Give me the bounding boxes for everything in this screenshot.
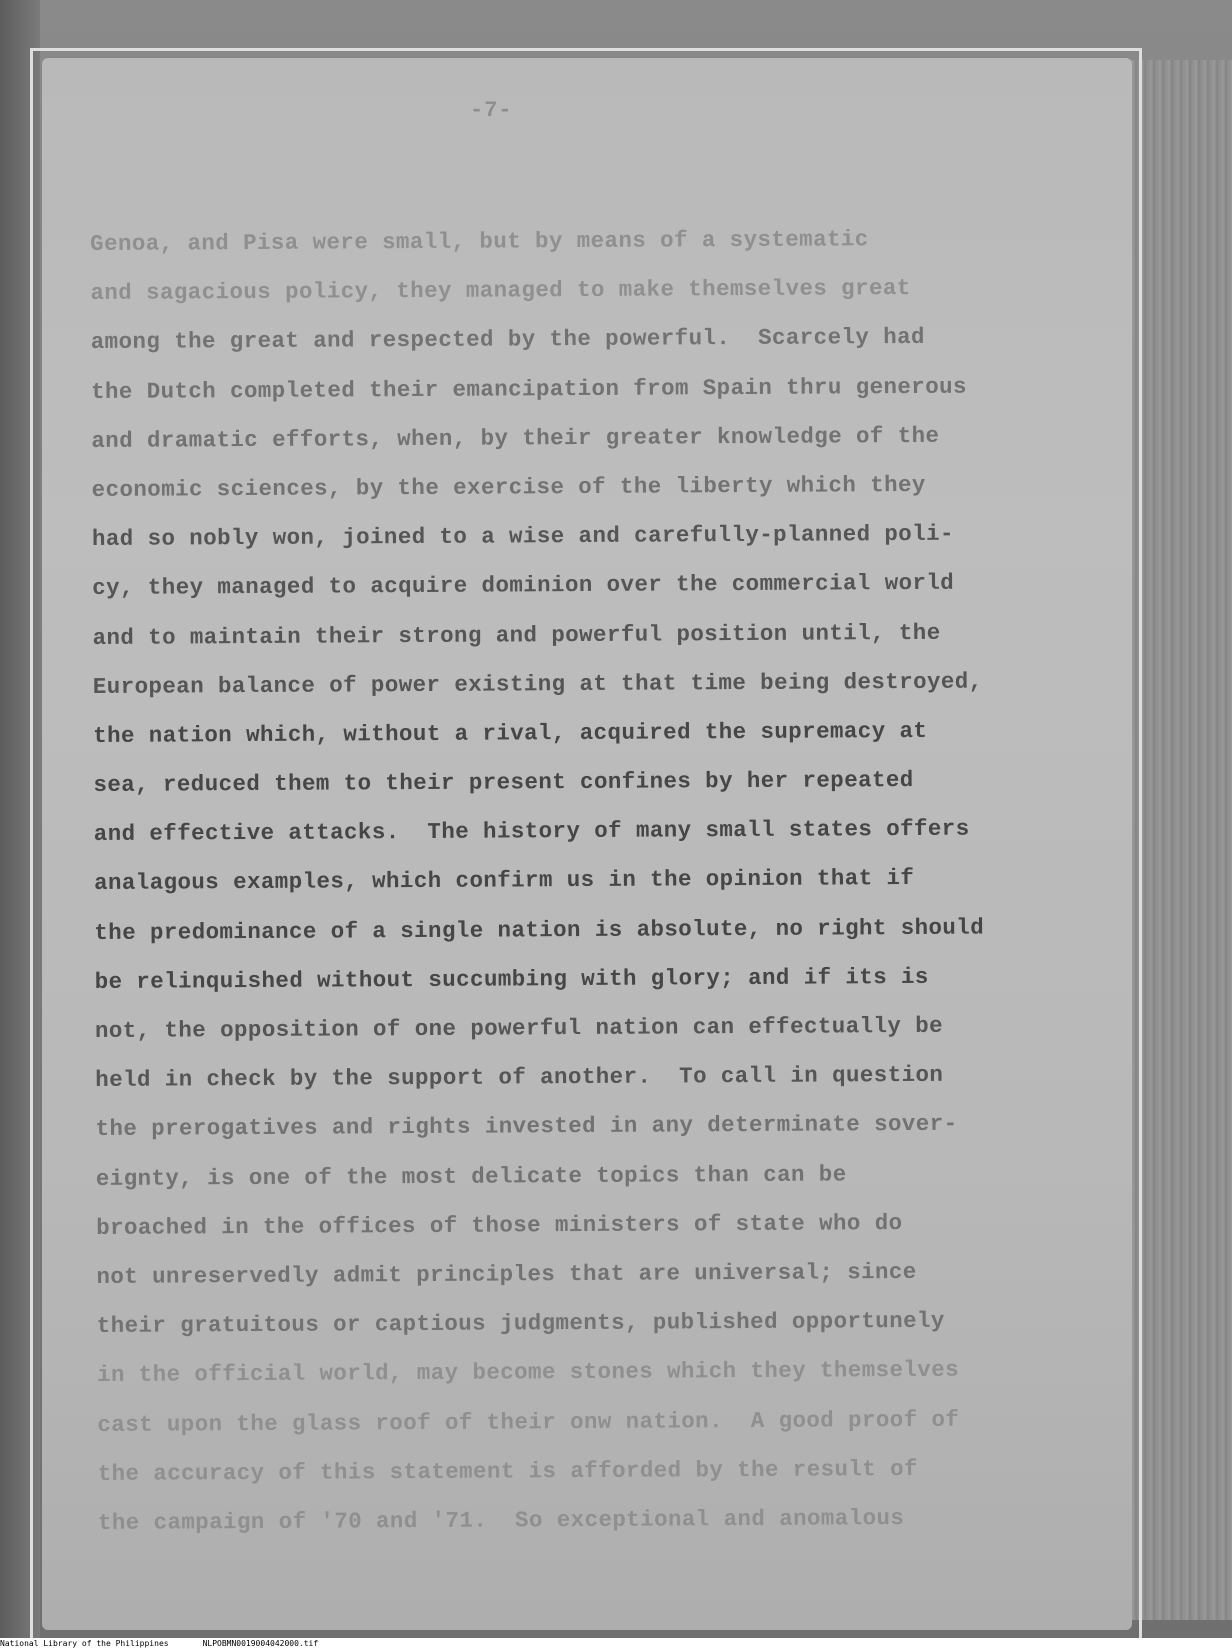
text-line: among the great and respected by the powerful. Scarcely had [90, 324, 925, 356]
text-line: not, the opposition of one powerful nation can effectually be [94, 1012, 944, 1044]
text-line: held in check by the support of another. To call in question [95, 1061, 944, 1094]
text-line: economic sciences, by the exercise of the liberty which they [91, 471, 926, 503]
text-line: be relinquished without succumbing with glory; and if its is [94, 963, 929, 995]
text-line: the prerogatives and rights invested in any determinate sover- [95, 1111, 958, 1143]
text-line: and to maintain their strong and powerful position until, the [92, 619, 941, 651]
page-number: -7- [470, 98, 513, 123]
text-line: cy, they managed to acquire dominion over the commercial world [92, 570, 955, 602]
text-line: in the official world, may become stones which they themselves [96, 1357, 960, 1389]
scan-footer [0, 1638, 1232, 1650]
text-line: the Dutch completed their emancipation from Spain thru generous [90, 373, 967, 405]
text-line: not unreservedly admit principles that are universal; since [96, 1258, 917, 1290]
text-line: the predominance of a single nation is absolute, no right should [94, 914, 985, 946]
text-line: and dramatic efforts, when, by their greater knowledge of the [91, 422, 940, 454]
text-line: broached in the offices of those ministers of state who do [96, 1209, 903, 1241]
text-line: cast upon the glass roof of their onw nation. A good proof of [97, 1406, 960, 1438]
footer-institution: National Library of the Philippines [0, 1639, 169, 1648]
book-page-edges [1130, 60, 1232, 1620]
text-line: the accuracy of this statement is afforded by the result of [97, 1455, 918, 1487]
text-line: and effective attacks. The history of many small states offers [93, 815, 970, 848]
text-line: Genoa, and Pisa were small, but by means of a systematic [90, 226, 869, 257]
footer-filename: NLPOBMN0019004042000.tif [202, 1639, 319, 1648]
text-line: and sagacious policy, they managed to make themselves great [90, 275, 911, 307]
text-line: had so nobly won, joined to a wise and carefully-planned poli- [91, 520, 954, 553]
text-line: European balance of power existing at that time being destroyed, [92, 668, 983, 700]
text-line: their gratuitous or captious judgments, published opportunely [96, 1307, 945, 1340]
body-text [90, 214, 1078, 1548]
text-line: sea, reduced them to their present confines by her repeated [93, 767, 914, 799]
text-line: the campaign of '70 and '71. So exceptional and anomalous [97, 1504, 905, 1536]
text-line: eignty, is one of the most delicate topics than can be [95, 1160, 847, 1192]
text-line: the nation which, without a rival, acquired the supremacy at [93, 717, 928, 749]
text-line: analagous examples, which confirm us in the opinion that if [93, 865, 915, 897]
